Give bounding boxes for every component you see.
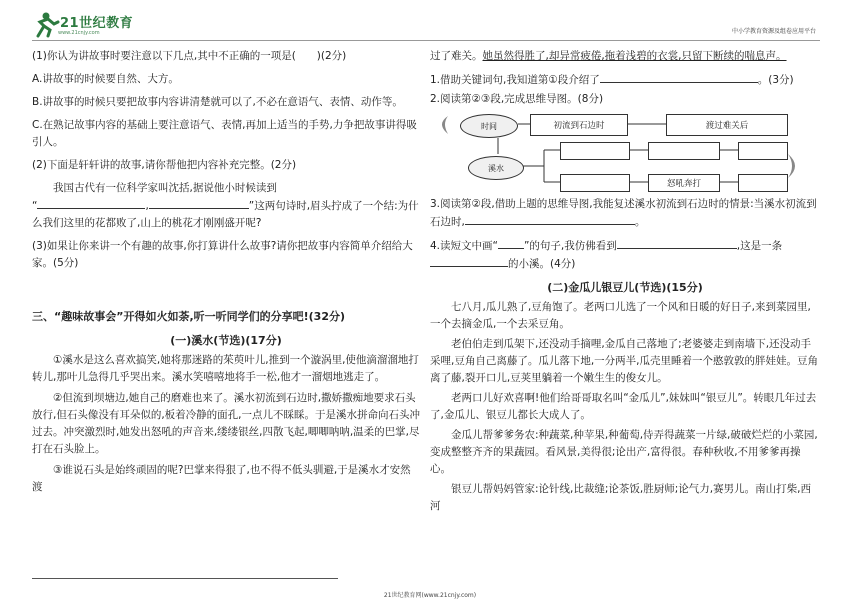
- passage-2-paragraph-1: 七八月,瓜儿熟了,豆角饱了。老两口儿选了一个风和日暖的好日子,来到菜园里,一个去摘金瓜,一个去采豆角。: [430, 301, 811, 330]
- footer-text: 21世纪教育网(www.21cnjy.com): [383, 592, 477, 599]
- mm-water-node: 溪水: [468, 156, 524, 180]
- mm-answer-box[interactable]: [738, 174, 788, 192]
- header-divider: [32, 40, 820, 41]
- left-column: [32, 48, 420, 496]
- answer-blank[interactable]: [430, 255, 508, 267]
- answer-blank[interactable]: [600, 71, 758, 83]
- passage-2-paragraph-5: 银豆儿帮妈妈管家:论针线,比裁缝;论茶饭,胜厨师;论气力,赛男儿。南山打柴,西河: [430, 483, 811, 512]
- footer-divider: [32, 578, 338, 579]
- mm-node-first-arrival: 初流到石边时: [530, 114, 628, 136]
- page-header: [0, 0, 860, 44]
- r-question-1: [430, 71, 820, 89]
- answer-blank[interactable]: [149, 197, 249, 209]
- q2-text-part2: ”这两句诗时,眉头拧成了一个结:为什么我们这里的花都败了,山上的桃花才刚刚盛开呢?: [32, 200, 419, 229]
- mm-node-roaring: 怒吼奔打: [648, 174, 720, 192]
- passage-1-continuation: [430, 48, 820, 65]
- passage-2-paragraph-3: 老两口儿好欢喜啊!他们给哥哥取名叫“金瓜儿”,妹妹叫“银豆儿”。转眼几年过去了,金瓜儿、银豆儿都长大成人了。: [430, 392, 817, 421]
- r-q3-text: 3.阅读第②段,借助上题的思维导图,我能复述溪水初流到石边时的情景:当溪水初流到石边时,: [430, 198, 817, 228]
- option-c: C.在熟记故事内容的基础上要注意语气、表情,再加上适当的手势,力争把故事讲得吸引人。: [32, 119, 417, 148]
- question-2: (2)下面是轩轩讲的故事,请你帮他把内容补充完整。(2分): [32, 159, 297, 171]
- mm-node-after-difficulty: 渡过难关后: [666, 114, 788, 136]
- r-q1-text: 1.借助关键词句,我知道第①段介绍了: [430, 74, 600, 86]
- answer-blank[interactable]: [37, 197, 145, 209]
- r-q3-end: 。: [634, 216, 646, 228]
- logo-text: 21世纪教育: [60, 16, 134, 31]
- section-title: 三、“趣味故事会”开得如火如荼,听一听同学们的分享吧!(32分): [32, 310, 346, 323]
- option-a: A.讲故事的时候要自然、大方。: [32, 73, 179, 85]
- question-3: (3)如果让你来讲一个有趣的故事,你打算讲什么故事?请你把故事内容简单介绍给大家。(5分): [32, 240, 413, 269]
- q2-quote-open: “: [32, 200, 38, 212]
- mm-time-node: 时间: [460, 114, 518, 138]
- mind-map-diagram: [430, 110, 810, 192]
- continuation-underlined: 她虽然得胜了,却异常疲倦,拖着浅碧的衣裳,只留下断续的喘息声。: [482, 50, 787, 62]
- option-b: B.讲故事的时候只要把故事内容讲清楚就可以了,不必在意语气、表情、动作等。: [32, 96, 403, 108]
- answer-blank[interactable]: [617, 237, 737, 249]
- r-q4-part-a: 4.读短文中画“: [430, 240, 498, 252]
- passage-1-paragraph-1: ①溪水是这么喜欢搞笑,她将那迷路的茱萸叶儿,推到一个漩涡里,使他滴溜溜地打转儿,那叶儿急得几乎哭出来。溪水笑嘻嘻地将手一松,他才一溜烟地逃走了。: [32, 354, 419, 383]
- header-platform-text: 中小学教育资源及组卷应用平台: [731, 28, 816, 35]
- right-column: [430, 48, 820, 515]
- r-question-2: 2.阅读第②③段,完成思维导图。(8分): [430, 93, 604, 105]
- mm-answer-box[interactable]: [560, 142, 630, 160]
- r-question-4: [430, 237, 820, 273]
- q2-comma: ,: [145, 200, 149, 212]
- passage-1-paragraph-2: ②但流到坝塘边,她自己的磨难也来了。溪水初流到石边时,撒娇撒痴地要求石头放行,但石头像没有耳朵似的,板着冷静的面孔,一点儿不睬睬。于是溪水拼命向石头冲过去。冲突激烈时,她发出怒吼的声音来,缕缕银丝,四散飞起,唧唧呐呐,温柔的巴掌,尽打在石头脸上。: [32, 392, 421, 455]
- answer-blank[interactable]: [498, 237, 524, 249]
- passage-2-paragraph-2: 老伯伯走到瓜架下,还没动手摘哩,金瓜自己落地了;老婆婆走到南墙下,还没动手采哩,豆角自己离藤了。瓜儿落下地,一分两半,瓜壳里睡着一个憨敦敦的胖娃娃。豆角离了藤,裂开口儿,豆荚里躺着一个嫩生生的俊女儿。: [430, 338, 819, 384]
- r-question-3: [430, 196, 820, 231]
- r-q4-part-d: 的小溪。(4分): [508, 258, 576, 270]
- q2-text-part1: 我国古代有一位科学家叫沈括,据说他小时候读到: [53, 182, 277, 194]
- mm-answer-box[interactable]: [738, 142, 788, 160]
- r-q4-part-c: ,这是一条: [736, 240, 783, 252]
- continuation-plain: 过了难关。: [430, 50, 483, 62]
- question-2-text: [32, 180, 420, 232]
- answer-blank[interactable]: [465, 213, 635, 225]
- passage-2-paragraph-4: 金瓜儿帮爹爹务农:种蔬菜,种苹果,种葡萄,侍弄得蔬菜一片绿,破破烂烂的小菜园,变成整整齐齐的果蔬园。看风景,美得很;论出产,富得很。春种秋收,不用爹爹再操心。: [430, 429, 818, 475]
- logo-subtext: www.21cnjy.com: [58, 30, 100, 36]
- r-q1-score: 。(3分): [757, 74, 794, 86]
- mm-answer-box[interactable]: [648, 142, 720, 160]
- r-q4-part-b: ”的句子,我仿佛看到: [523, 240, 617, 252]
- passage-1-paragraph-3: ③谁说石头是始终顽固的呢?巴掌来得狠了,也不得不低头驯避,于是溪水才安然渡: [32, 464, 411, 493]
- passage-2-title: (二)金瓜儿银豆儿(节选)(15分): [547, 281, 703, 294]
- mm-answer-box[interactable]: [560, 174, 630, 192]
- passage-1-title: (一)溪水(节选)(17分): [170, 334, 282, 347]
- question-1: (1)你认为讲故事时要注意以下几点,其中不正确的一项是( )(2分): [32, 50, 347, 62]
